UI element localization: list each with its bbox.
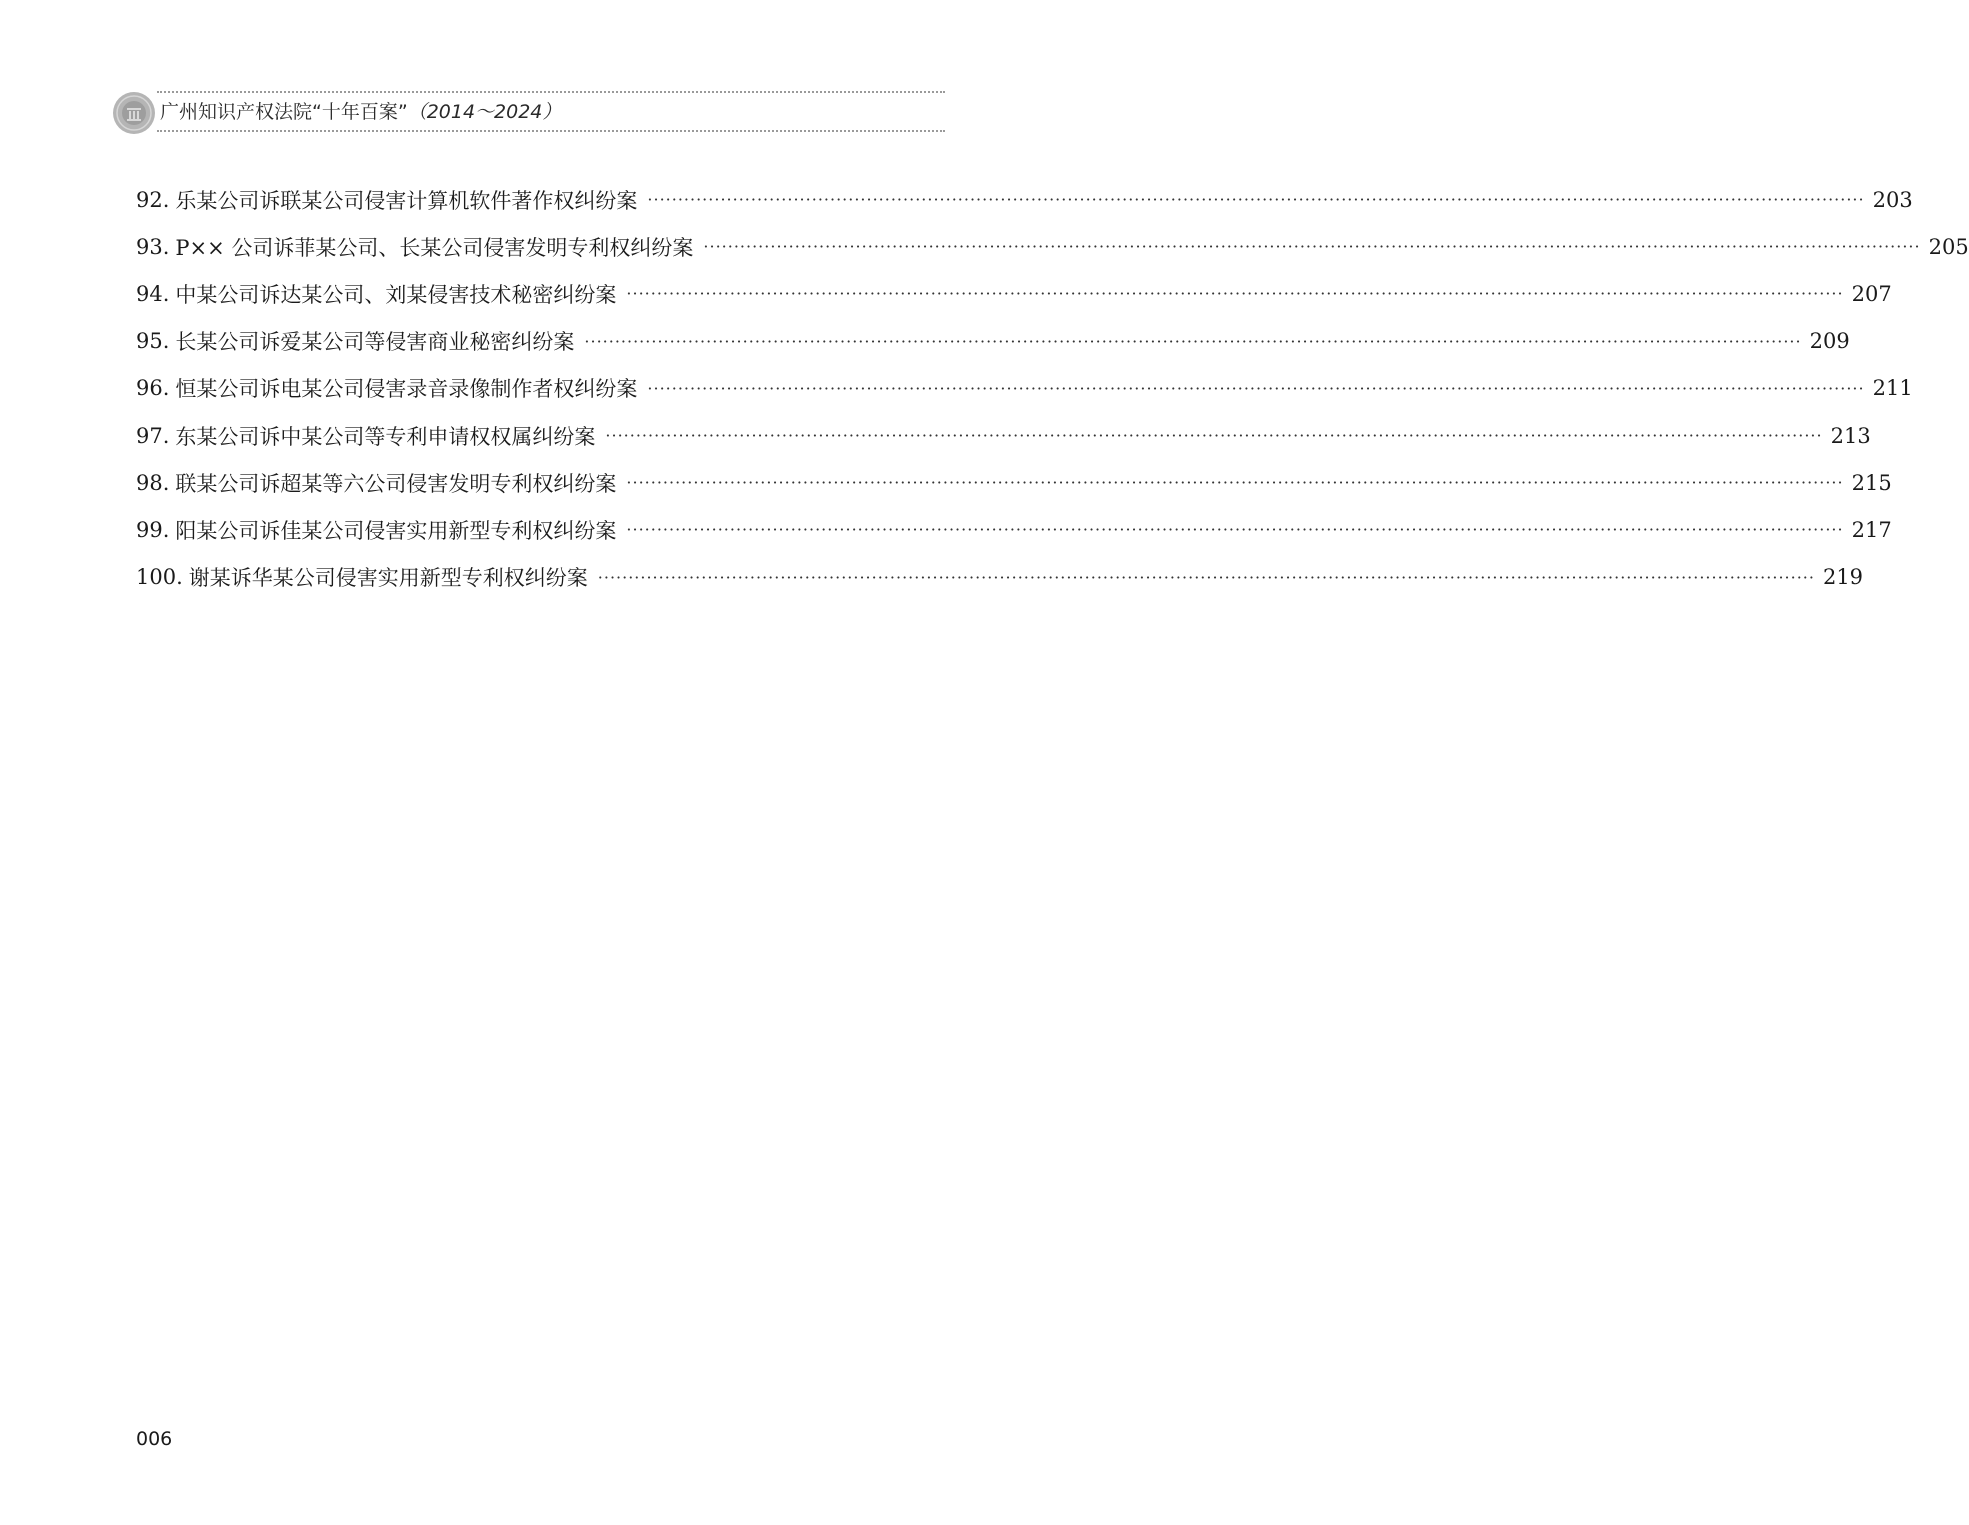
toc-entry-page: 217	[1851, 517, 1892, 542]
table-of-contents	[136, 176, 1969, 601]
toc-entry[interactable]	[136, 554, 1864, 601]
toc-entry[interactable]	[136, 270, 1892, 317]
toc-entry-title: 东某公司诉中某公司等专利申请权权属纠纷案	[175, 424, 596, 449]
toc-dot-leader: ········································································································································································································	[626, 473, 1844, 493]
toc-entry-page: 209	[1809, 329, 1850, 354]
toc-entry-page: 211	[1872, 376, 1913, 401]
toc-dot-leader: ········································································································································································································	[584, 331, 1802, 351]
toc-entry[interactable]	[136, 506, 1892, 553]
toc-entry-page: 215	[1851, 470, 1892, 495]
toc-entry-title: 联某公司诉超某等六公司侵害发明专利权纠纷案	[175, 471, 617, 496]
toc-entry[interactable]	[136, 412, 1871, 459]
court-emblem-icon	[112, 91, 156, 135]
header-bottom-dotted-rule	[157, 130, 945, 132]
toc-entry-number: 97.	[136, 423, 170, 448]
header-top-dotted-rule	[157, 91, 945, 93]
toc-entry[interactable]	[136, 223, 1969, 270]
toc-dot-leader: ········································································································································································································	[647, 378, 1865, 398]
toc-entry-title: 谢某诉华某公司侵害实用新型专利权纠纷案	[188, 566, 588, 591]
toc-entry-number: 92.	[136, 187, 170, 212]
toc-entry[interactable]	[136, 365, 1913, 412]
toc-entry-title: 恒某公司诉电某公司侵害录音录像制作者权纠纷案	[175, 377, 638, 402]
toc-dot-leader: ········································································································································································································	[626, 284, 1844, 304]
toc-dot-leader: ········································································································································································································	[626, 520, 1844, 540]
toc-dot-leader: ········································································································································································································	[605, 426, 1823, 446]
toc-entry-number: 100.	[136, 565, 183, 590]
toc-entry[interactable]	[136, 318, 1850, 365]
book-title: 广州知识产权法院“十年百案”	[160, 101, 408, 123]
toc-entry-title: 阳某公司诉佳某公司侵害实用新型专利权纠纷案	[175, 518, 617, 543]
toc-entry-number: 96.	[136, 376, 170, 401]
page-number: 006	[136, 1428, 173, 1450]
toc-entry-number: 93.	[136, 234, 170, 259]
toc-entry-number: 94.	[136, 281, 170, 306]
toc-entry[interactable]	[136, 459, 1892, 506]
toc-entry-number: 95.	[136, 329, 170, 354]
toc-entry[interactable]	[136, 176, 1913, 223]
toc-entry-title: 乐某公司诉联某公司侵害计算机软件著作权纠纷案	[175, 188, 638, 213]
toc-dot-leader: ········································································································································································································	[647, 190, 1865, 210]
toc-dot-leader: ········································································································································································································	[703, 237, 1921, 257]
toc-entry-page: 213	[1830, 423, 1871, 448]
toc-entry-number: 98.	[136, 470, 170, 495]
running-header-title	[160, 98, 561, 126]
toc-entry-title: 中某公司诉达某公司、刘某侵害技术秘密纠纷案	[175, 282, 617, 307]
toc-entry-page: 205	[1928, 234, 1969, 259]
toc-entry-page: 219	[1822, 565, 1864, 590]
toc-entry-title: 长某公司诉爱某公司等侵害商业秘密纠纷案	[175, 330, 575, 355]
toc-entry-number: 99.	[136, 517, 170, 542]
book-years: （2014～2024）	[407, 101, 562, 123]
toc-entry-page: 207	[1851, 281, 1892, 306]
toc-entry-page: 203	[1872, 187, 1913, 212]
toc-dot-leader: ········································································································································································································	[597, 567, 1815, 587]
toc-entry-title: P×× 公司诉菲某公司、长某公司侵害发明专利权纠纷案	[175, 235, 694, 260]
